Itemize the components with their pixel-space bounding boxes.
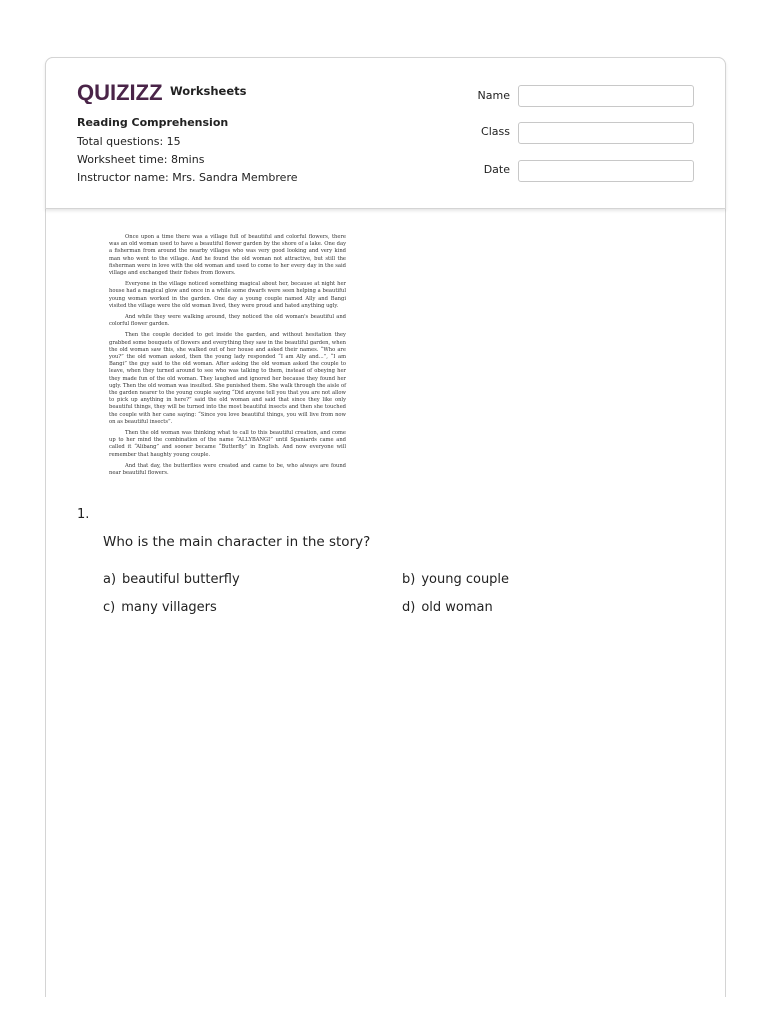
class-field[interactable] bbox=[518, 122, 694, 144]
name-label: Name bbox=[477, 89, 510, 102]
quizizz-logo bbox=[77, 80, 165, 104]
option-d[interactable] bbox=[402, 600, 493, 615]
total-questions: Total questions: 15 bbox=[77, 135, 181, 148]
passage-paragraph: Then the couple decided to get inside the garden, and without hesitation they grabbed some bouquets of flowers and everything they saw in the beautiful garden, when the old woman saw this, she walked out of her house and asked their names. “Who are you?” the old woman asked, then the young lady responded “I am Ally and...”, “I am Bangi” the guy said to the old woman. After asking the old woman asked the couple to leave, when they turned around to see who was talking to them, instead of obeying her they made fun of the old woman. They laughed and ignored her because they found her ugly. Then the old woman was insulted. She punished them. She walk through the aisle of the garden nearer to the young couple saying “Did anyone tell you that you are not allow to pick up anything in here?” said the old woman and said that since they like only beautiful things, they will be turned into the most beautiful insects and then she touched the couple with her cane saying: “Since you love beautiful things, you will live from now on as beautiful insects”. bbox=[109, 332, 346, 425]
option-letter: a) bbox=[103, 572, 117, 587]
instructor-name: Instructor name: Mrs. Sandra Membrere bbox=[77, 171, 298, 184]
worksheet-time: Worksheet time: 8mins bbox=[77, 153, 205, 166]
passage-paragraph: Once upon a time there was a village full of beautiful and colorful flowers, there was an old woman used to have a beautiful flower garden by the shore of a lake. One day a fisherman from around the nearby villages who was very good looking and very kind man who went to the village. And he found the old woman not attractive, but still the fisherman were in love with the old woman and used to come to her every day in the said village and exchanged their fishes from flowers. bbox=[109, 234, 346, 277]
passage-paragraph: And that day, the butterflies were created and came to be, who always are found near beautiful flowers. bbox=[109, 462, 346, 477]
question-text: Who is the main character in the story? bbox=[103, 534, 371, 550]
date-label: Date bbox=[483, 163, 510, 176]
reading-passage bbox=[109, 234, 346, 481]
option-text: beautiful butterfly bbox=[122, 572, 240, 587]
option-letter: c) bbox=[103, 600, 116, 615]
option-text: many villagers bbox=[121, 600, 217, 615]
quizizz-logo-icon bbox=[77, 80, 165, 104]
option-b[interactable] bbox=[402, 572, 509, 587]
option-letter: d) bbox=[402, 600, 416, 615]
class-label: Class bbox=[481, 125, 510, 138]
option-text: young couple bbox=[421, 572, 510, 587]
option-c[interactable] bbox=[103, 600, 217, 615]
date-field[interactable] bbox=[518, 160, 694, 182]
worksheet-title: Reading Comprehension bbox=[77, 116, 229, 129]
passage-paragraph: Then the old woman was thinking what to call to this beautiful creation, and come up to her mind the combination of the name “ALLYBANGI” until Spaniards came and called it “Alibang” and sooner became “Butterfly” in English. And now everyone will remember that haughty young couple. bbox=[109, 430, 346, 458]
name-field[interactable] bbox=[518, 85, 694, 107]
option-text: old woman bbox=[421, 600, 493, 615]
worksheet-header bbox=[45, 57, 726, 209]
passage-paragraph: Everyone in the village noticed something magical about her, because at night her house had a magical glow and once in a while some dwarfs were seen helping a beautiful young woman worked in the garden. One day a young couple named Ally and Bangi visited the village were the old woman lived, they were proud and hated anything ugly. bbox=[109, 281, 346, 309]
passage-paragraph: And while they were walking around, they noticed the old woman's beautiful and colorful flower garden. bbox=[109, 314, 346, 328]
option-a[interactable] bbox=[103, 572, 240, 587]
question-number: 1. bbox=[77, 507, 90, 522]
svg-text:QUIZIZZ: QUIZIZZ bbox=[77, 80, 163, 104]
option-letter: b) bbox=[402, 572, 416, 587]
worksheets-label: Worksheets bbox=[170, 84, 247, 98]
